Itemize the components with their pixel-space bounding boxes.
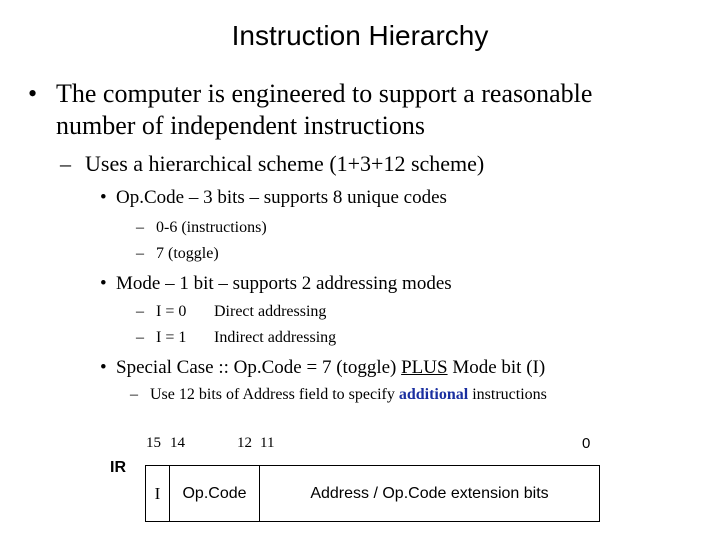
ir-field-address-label: Address / Op.Code extension bits <box>310 484 549 502</box>
bit-label-15: 15 <box>146 435 161 451</box>
plus-underlined: PLUS <box>401 357 448 378</box>
hierarchical-scheme-text: Uses a hierarchical scheme (1+3+12 scheme) <box>85 151 485 176</box>
special-case-text <box>116 357 545 379</box>
mode-item-expr: I = 0 <box>156 303 187 320</box>
slide-title: Instruction Hierarchy <box>231 20 489 51</box>
mode-bullet-marker: • <box>100 273 107 294</box>
ir-field-i <box>146 466 170 521</box>
opcode-item-toggle: 7 (toggle) <box>156 245 219 262</box>
special-case-post: Mode bit (I) <box>447 357 546 378</box>
opcode-bullet-marker: • <box>100 187 107 208</box>
ir-label: IR <box>110 459 126 476</box>
mode-item-desc: Direct addressing <box>214 303 327 320</box>
opcode-text: Op.Code – 3 bits – supports 8 unique codes <box>116 187 447 208</box>
mode-item-desc: Indirect addressing <box>214 329 337 346</box>
opcode-item-instructions: 0-6 (instructions) <box>156 219 267 236</box>
special-item-post: instructions <box>468 386 547 403</box>
main-bullet-line-2: number of independent instructions <box>56 111 425 140</box>
ir-field-i-label: I <box>154 483 161 503</box>
additional-highlight: additional <box>398 386 469 403</box>
special-item-text <box>150 386 547 404</box>
instruction-register <box>145 465 600 522</box>
ir-field-opcode <box>170 466 260 521</box>
bit-label-12: 12 <box>237 435 252 451</box>
ir-field-opcode-label: Op.Code <box>182 484 247 502</box>
opcode-item-marker: – <box>136 219 144 236</box>
mode-item-marker: – <box>136 329 144 346</box>
ir-field-address <box>260 466 599 521</box>
mode-text: Mode – 1 bit – supports 2 addressing modes <box>116 273 452 294</box>
bit-label-14: 14 <box>170 435 185 451</box>
main-bullet-line-1: The computer is engineered to support a reasonable <box>56 79 593 108</box>
special-bullet-marker: • <box>100 357 107 378</box>
bullet-marker: • <box>28 79 38 108</box>
mode-item-marker: – <box>136 303 144 320</box>
main-bullet-text <box>56 78 592 142</box>
sub-bullet-marker: – <box>60 151 71 176</box>
special-item-pre: Use 12 bits of Address field to specify <box>150 386 399 403</box>
bit-label-0: 0 <box>582 435 591 452</box>
mode-item-expr: I = 1 <box>156 329 187 346</box>
opcode-item-marker: – <box>136 245 144 262</box>
special-item-marker: – <box>130 386 138 403</box>
special-case-pre: Special Case :: Op.Code = 7 (toggle) <box>116 357 402 378</box>
bit-label-11: 11 <box>260 435 275 451</box>
